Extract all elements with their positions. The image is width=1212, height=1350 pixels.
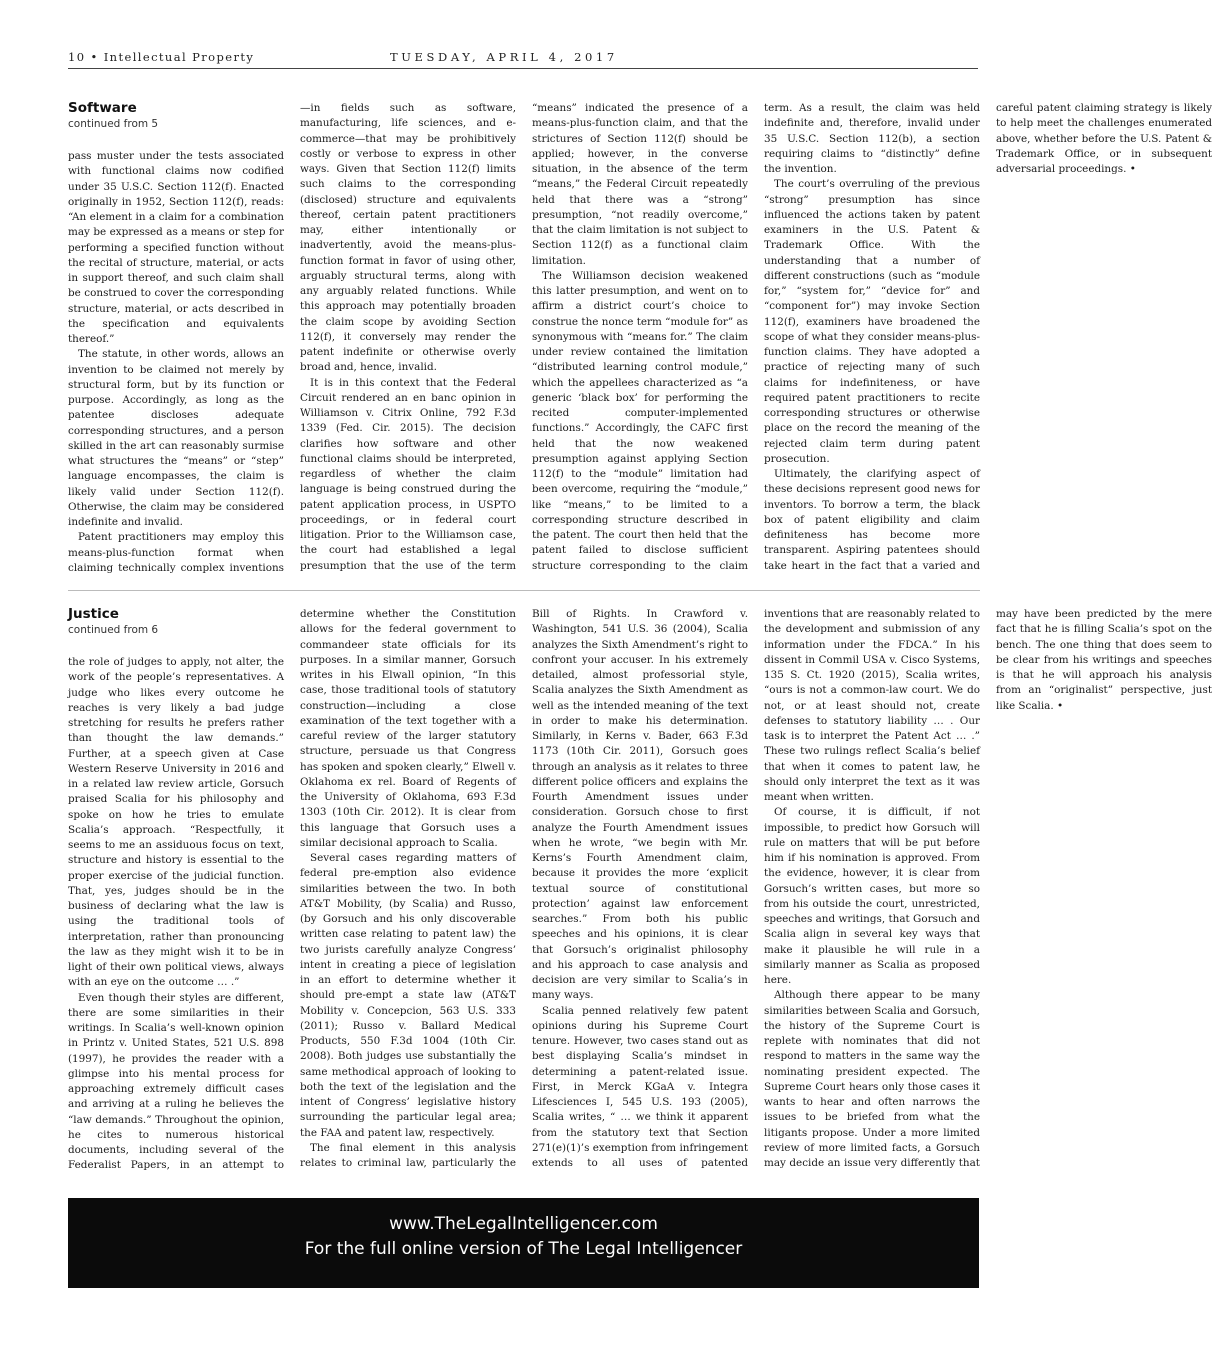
page-folio: 10 • Intellectual Property — [68, 50, 255, 64]
banner-tagline: For the full online version of The Legal Intelligencer — [304, 1239, 743, 1259]
issue-date: TUESDAY, APRIL 4, 2017 — [390, 50, 618, 64]
article-paragraph: pass muster under the tests associated with functional claims now codified under 35 U.S.C. Section 112(f). Enacted originally in 1952, Section 112(f), reads: “An element in a claim for a combination may be expressed as a means or step for performing a specified function without the recital of structure, material, or acts in support thereof, and such claim shall be construed to cover the corresponding structure, material, or acts described in the specification and equivalents thereof.” — [68, 150, 284, 346]
article-kicker: Justice — [68, 606, 119, 622]
article-paragraph: Although there appear to be many similarities between Scalia and Gorsuch, the history of the Supreme Court is replete with nominates that did not respond to matters in the same way the nominating president expected. The Supreme Court hears only those cases it wants to hear and often narrows the issues to be briefed from what the litigants propose. Under a more limited review of more limited facts, a Gorsuch may decide an issue very differently that may have been predicted by the mere fact that he is filling Scalia’s spot on the bench. The one thing that does seem to be clear from his writings and speeches is that he will approach his analysis from an “originalist” perspective, just like Scalia. • — [764, 608, 1212, 1169]
article-paragraph: Of course, it is difficult, if not impossible, to predict how Gorsuch will rule on matters that will be put before him if his nomination is approved. From the evidence, however, it is clear from Gorsuch’s written cases, but more so from his outside the court, unrestricted, speeches and writings, that Gorsuch and Scalia align in several key ways that make it plausible he will rule in a similarly manner as Scalia as proposed here. — [764, 806, 980, 986]
article-paragraph: Ultimately, the clarifying aspect of these decisions represent good news for inventors. To borrow a term, the black box of patent eligibility and claim definiteness has become more transparent. Aspiring patentees should take heart in the fact that a varied and careful patent claiming strategy is likely to help meet the challenges enumerated above, whether before the U.S. Patent & Trademark Office, or in subsequent adversarial proceedings. • — [764, 102, 1212, 572]
article-paragraph: The Williamson decision weakened this latter presumption, and went on to affirm a district court’s choice to construe the nonce term “module for” as synonymous with “means for.” The claim under review contained the limitation “distributed learning control module,” which the appellees characterized as “a generic ‘black box’ for performing the recited computer-implemented functions.” Accordingly, the CAFC first held that the now weakened presumption against applying Section 112(f) to the “module” limitation had been overcome, requiring the “module,” like “means,” to be limited to a corresponding structure described in the patent. The court then held that the patent failed to disclose sufficient structure corresponding to the claim term. As a result, the claim was held indefinite and, therefore, invalid under 35 U.S.C. Section 112(b), a section requiring claims to “distinctly” define the invention. — [532, 102, 980, 572]
article-paragraph: The statute, in other words, allows an invention to be claimed not merely by structural form, but by its function or purpose. Accordingly, as long as the patentee discloses adequate corresponding structures, and a person skilled in the art can reasonably surmise what structures the “means” or “step” language encompasses, the claim is likely valid under Section 112(f). Otherwise, the claim may be considered indefinite and invalid. — [68, 348, 284, 529]
article-paragraph: It is in this context that the Federal Circuit rendered an en banc opinion in Williamson v. Citrix Online, 792 F.3d 1339 (Fed. Cir. 2015). The decision clarifies how software and other functional claims should be interpreted, regardless of whether the claim language is being construed during the patent application process, in USPTO proceedings, or in federal court litigation. Prior to the Williamson case, the court had established a legal presumption that the use of the term “means” indicated the presence of a means-plus-function claim, and that the strictures of Section 112(f) should be applied; however, in the converse situation, in the absence of the term “means,” the Federal Circuit repeatedly held that there was a “strong” presumption, “not readily overcome,” that the claim limitation is not subject to Section 112(f) as a functional claim limitation. — [300, 102, 748, 572]
banner-url[interactable]: www.TheLegalIntelligencer.com — [389, 1214, 658, 1234]
software-columns — [68, 100, 1212, 579]
article-paragraph: Even though their styles are different, there are some similarities in their writings. In Scalia’s well-known opinion in Printz v. United States, 521 U.S. 898 (1997), he provides the reader with a glimpse into his mental process for approaching extremely difficult cases and arriving at a ruling he believes the “law demands.” Throughout the opinion, he cites to numerous historical documents, including several of the Federalist Papers, in an attempt to determine whether the Constitution allows for the federal government to commandeer state officials for its purposes. In a similar manner, Gorsuch writes in his Elwall opinion, “In this case, those traditional tools of statutory construction—including a close examination of the text together with a careful review of the larger statutory structure, persuade us that Congress has spoken and spoken clearly,” Elwell v. Oklahoma ex rel. Board of Regents of the University of Oklahoma, 693 F.3d 1303 (10th Cir. 2012). It is clear from this language that Gorsuch uses a similar decisional approach to Scalia. — [68, 608, 516, 1172]
header-rule — [68, 68, 978, 69]
article-paragraph: the role of judges to apply, not alter, the work of the people’s representatives. A judge who likes every outcome he reaches is very likely a bad judge stretching for results he prefers rather than thought the law demands.” Further, at a speech given at Case Western Reserve University in 2016 and in a related law review article, Gorsuch praised Scalia for his philosophy and spoke on how he tries to emulate Scalia’s approach. “Respectfully, it seems to me an assiduous focus on text, structure and history is essential to the proper exercise of the judicial function. That, yes, judges should be in the business of declaring what the law is using the traditional tools of interpretation, rather than pronouncing the law as they might wish it to be in light of their own political views, always with an eye on the outcome … .” — [68, 656, 284, 989]
article-paragraph: Scalia penned relatively few patent opinions during his Supreme Court tenure. However, two cases stand out as best displaying Scalia’s mindset in determining a patent-related issue. First, in Merck KGaA v. Integra Lifesciences I, 545 U.S. 193 (2005), Scalia writes, “ … we think it apparent from the statutory text that Section 271(e)(1)’s exemption from infringement extends to all uses of patented inventions that are reasonably related to the development and submission of any information under the FDCA.” In his dissent in Commil USA v. Cisco Systems, 135 S. Ct. 1920 (2015), Scalia writes, “ours is not a common-law court. We do not, or at least should not, create defenses to statutory liability … . Our task is to interpret the Patent Act … .” These two rulings reflect Scalia’s belief that when it comes to patent law, he should only interpret the text as it was meant when written. — [532, 608, 980, 1169]
article-paragraph: Patent practitioners may employ this means-plus-function format when claiming technically complex inventions—in fields such as software, manufacturing, life sciences, and e-commerce—that may be prohibitively costly or verbose to express in other ways. Given that Section 112(f) limits such claims to the corresponding (disclosed) structure and equivalents thereof, certain patent practitioners may, either intentionally or inadvertently, avoid the means-plus-function format in favor of using other, arguably structural terms, along with any arguably related functions. While this approach may potentially broaden the claim scope by avoiding Section 112(f), it conversely may render the patent indefinite or otherwise overly broad and, hence, invalid. — [68, 102, 516, 574]
section-divider — [68, 590, 980, 591]
article-paragraph: Several cases regarding matters of federal pre-emption also evidence similarities between the two. In both AT&T Mobility, (by Scalia) and Russo, (by Gorsuch and his only discoverable written case relating to patent law) the two jurists carefully analyze Congress’ intent in creating a piece of legislation in an effort to determine whether it should pre-empt a state law (AT&T Mobility v. Concepcion, 563 U.S. 333 (2011); Russo v. Ballard Medical Products, 550 F.3d 1004 (10th Cir. 2008). Both judges use substantially the same methodical approach of looking to both the text of the legislation and the intent of Congress’ legislative history surrounding the particular legal area; the FAA and patent law, respectively. — [300, 852, 516, 1139]
article-paragraph: The final element in this analysis relates to criminal law, particularly the Bill of Rights. In Crawford v. Washington, 541 U.S. 36 (2004), Scalia analyzes the Sixth Amendment’s right to confront your accuser. In his extremely detailed, almost professorial style, Scalia analyzes the Sixth Amendment as well as the intended meaning of the text in order to make his determination. Similarly, in Kerns v. Bader, 663 F.3d 1173 (10th Cir. 2011), Gorsuch goes through an analysis as it relates to three different police officers and explains the Fourth Amendment issues under consideration. Gorsuch chose to first analyze the Fourth Amendment issues when he wrote, “we begin with Mr. Kerns’s Fourth Amendment claim, because it provides the more ‘explicit textual source of constitutional protection’ against law enforcement searches.” From both his public speeches and his opinions, it is clear that Gorsuch’s originalist philosophy and his approach to case analysis and decision are very similar to Scalia’s in many ways. — [300, 608, 748, 1169]
software-article — [68, 100, 1212, 579]
article-kicker: Software — [68, 100, 137, 116]
justice-columns — [68, 606, 1212, 1184]
continued-note: continued from 6 — [68, 623, 159, 636]
promo-banner — [68, 1198, 979, 1288]
page-header — [68, 46, 978, 68]
continued-note: continued from 5 — [68, 117, 159, 130]
article-paragraph: The court’s overruling of the previous “strong” presumption has since influenced the actions taken by patent examiners in the U.S. Patent & Trademark Office. With the understanding that a number of different constructions (such as “module for,” “system for,” “device for” and “component for”) may invoke Section 112(f), examiners have broadened the scope of what they consider means-plus-function claims. They have adopted a practice of rejecting many of such claims for indefiniteness, or have required patent practitioners to recite corresponding structures or otherwise place on the record the meaning of the rejected claim term during patent prosecution. — [764, 178, 980, 465]
justice-article — [68, 606, 1212, 1184]
